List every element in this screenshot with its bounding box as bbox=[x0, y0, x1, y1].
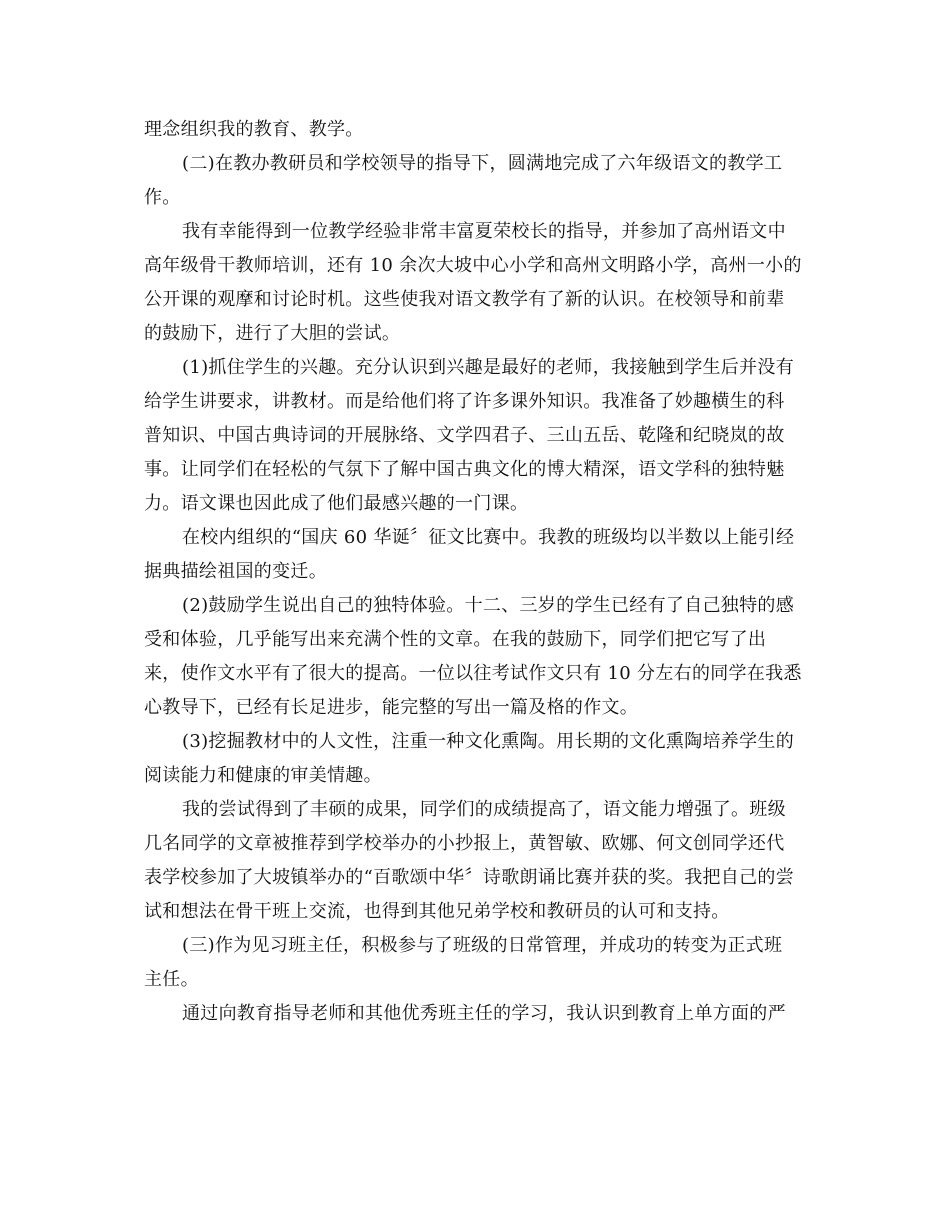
text-line: 在校内组织的“国庆 60 华诞〞征文比赛中。我教的班级均以半数以上能引经 bbox=[182, 527, 795, 548]
text-line: 我的尝试得到了丰硕的成果，同学们的成绩提高了，语文能力增强了。班级 bbox=[182, 799, 786, 820]
text-line: 事。让同学们在轻松的气氛下了解中国古典文化的博大精深，语文学科的独特魅 bbox=[144, 459, 785, 480]
text-line: 公开课的观摩和讨论时机。这些使我对语文教学有了新的认识。在校领导和前辈 bbox=[144, 289, 785, 310]
text-line: (2)鼓励学生说出自己的独特体验。十二、三岁的学生已经有了自己独特的感 bbox=[182, 595, 794, 616]
text-line: 力。语文课也因此成了他们最感兴趣的一门课。 bbox=[144, 493, 529, 514]
text-line: 作。 bbox=[144, 187, 181, 208]
text-line: 阅读能力和健康的审美情趣。 bbox=[144, 765, 382, 786]
text-line: (三)作为见习班主任，积极参与了班级的日常管理，并成功的转变为正式班 bbox=[182, 935, 783, 956]
text-line: 主任。 bbox=[144, 969, 199, 990]
text-line: 据典描绘祖国的变迁。 bbox=[144, 561, 327, 582]
text-line: 几名同学的文章被推荐到学校举办的小抄报上，黄智敏、欧娜、何文创同学还代 bbox=[144, 833, 785, 854]
text-line: 我有幸能得到一位教学经验非常丰富夏荣校长的指导，并参加了高州语文中 bbox=[182, 221, 786, 242]
text-line: 高年级骨干教师培训，还有 10 余次大坡中心小学和高州文明路小学，高州一小的 bbox=[144, 255, 802, 276]
text-line: 给学生讲要求，讲教材。而是给他们将了许多课外知识。我准备了妙趣横生的科 bbox=[144, 391, 785, 412]
text-line: (3)挖掘教材中的人文性，注重一种文化熏陶。用长期的文化熏陶培养学生的 bbox=[182, 731, 794, 752]
text-line: (二)在教办教研员和学校领导的指导下，圆满地完成了六年级语文的教学工 bbox=[182, 153, 783, 174]
text-line: 的鼓励下，进行了大胆的尝试。 bbox=[144, 323, 401, 344]
text-line: 心教导下，已经有长足进步，能完整的写出一篇及格的作文。 bbox=[144, 697, 639, 718]
text-line: (1)抓住学生的兴趣。充分认识到兴趣是最好的老师，我接触到学生后并没有 bbox=[182, 357, 794, 378]
text-line: 试和想法在骨干班上交流，也得到其他兄弟学校和教研员的认可和支持。 bbox=[144, 901, 730, 922]
text-line: 普知识、中国古典诗词的开展脉络、文学四君子、三山五岳、乾隆和纪晓岚的故 bbox=[144, 425, 785, 446]
document-body bbox=[144, 113, 806, 1031]
text-line: 来，使作文水平有了很大的提高。一位以往考试作文只有 10 分左右的同学在我悉 bbox=[144, 663, 802, 684]
text-line: 通过向教育指导老师和其他优秀班主任的学习，我认识到教育上单方面的严 bbox=[182, 1003, 786, 1024]
text-line: 表学校参加了大坡镇举办的“百歌颂中华〞诗歌朗诵比赛并获的奖。我把自己的尝 bbox=[144, 867, 794, 888]
text-line: 受和体验，几乎能写出来充满个性的文章。在我的鼓励下，同学们把它写了出 bbox=[144, 629, 767, 650]
text-line: 理念组织我的教育、教学。 bbox=[144, 119, 364, 140]
